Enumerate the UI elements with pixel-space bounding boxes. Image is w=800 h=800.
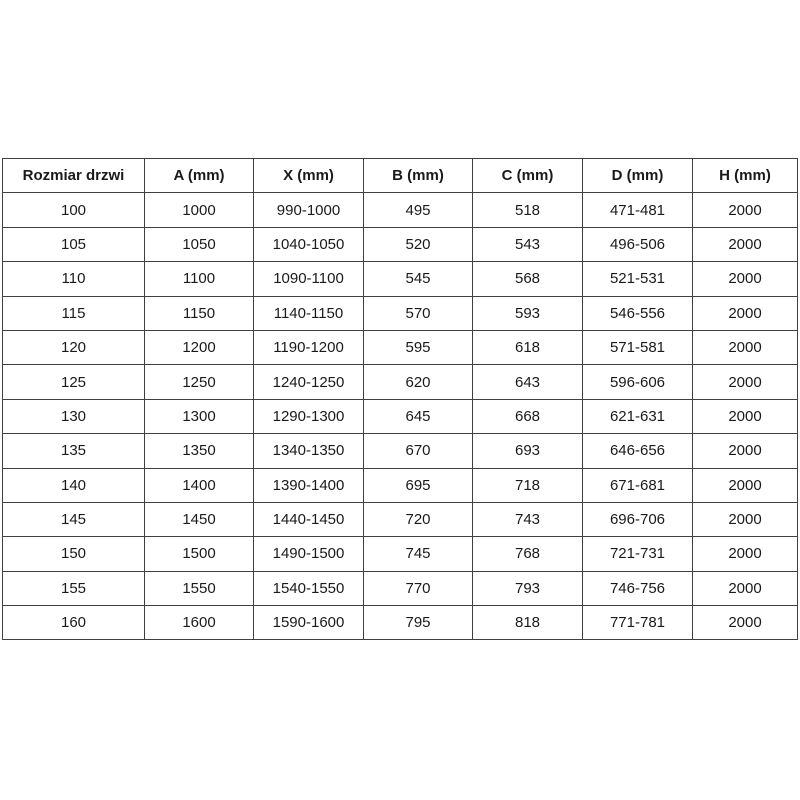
table-row [3,606,798,640]
header-cell: A (mm) [145,159,254,193]
table-cell: 471-481 [583,193,693,227]
table-row [3,537,798,571]
table-cell: 120 [3,330,145,364]
table-cell: 596-606 [583,365,693,399]
table-row [3,468,798,502]
table-cell: 2000 [693,399,798,433]
table-row [3,296,798,330]
table-cell: 818 [473,606,583,640]
table-cell: 1590-1600 [254,606,364,640]
table-cell: 2000 [693,262,798,296]
table-body [3,193,798,640]
table-cell: 150 [3,537,145,571]
table-cell: 568 [473,262,583,296]
table-cell: 1190-1200 [254,330,364,364]
table-cell: 718 [473,468,583,502]
table-cell: 1000 [145,193,254,227]
table-cell: 720 [364,502,473,536]
page [0,158,800,800]
table-cell: 1090-1100 [254,262,364,296]
table-cell: 495 [364,193,473,227]
header-cell: X (mm) [254,159,364,193]
table-cell: 2000 [693,502,798,536]
table-cell: 620 [364,365,473,399]
table-cell: 2000 [693,365,798,399]
table-cell: 1150 [145,296,254,330]
table-row [3,262,798,296]
table-cell: 618 [473,330,583,364]
table-cell: 135 [3,434,145,468]
table-cell: 621-631 [583,399,693,433]
table-cell: 1390-1400 [254,468,364,502]
header-cell: Rozmiar drzwi [3,159,145,193]
table-cell: 1040-1050 [254,227,364,261]
table-cell: 990-1000 [254,193,364,227]
table-cell: 1450 [145,502,254,536]
table-cell: 1200 [145,330,254,364]
table-cell: 795 [364,606,473,640]
table-cell: 1140-1150 [254,296,364,330]
table-cell: 521-531 [583,262,693,296]
table-cell: 743 [473,502,583,536]
table-cell: 110 [3,262,145,296]
table-cell: 646-656 [583,434,693,468]
table-cell: 771-781 [583,606,693,640]
table-cell: 520 [364,227,473,261]
table-cell: 1490-1500 [254,537,364,571]
header-row [3,159,798,193]
table-cell: 745 [364,537,473,571]
table-cell: 2000 [693,468,798,502]
table-cell: 2000 [693,193,798,227]
header-cell: B (mm) [364,159,473,193]
table-cell: 2000 [693,227,798,261]
table-cell: 496-506 [583,227,693,261]
table-cell: 595 [364,330,473,364]
table-cell: 793 [473,571,583,605]
table-cell: 770 [364,571,473,605]
table-cell: 1440-1450 [254,502,364,536]
table-cell: 696-706 [583,502,693,536]
door-size-spec-table [2,158,798,640]
table-cell: 155 [3,571,145,605]
table-cell: 130 [3,399,145,433]
table-cell: 645 [364,399,473,433]
table-cell: 570 [364,296,473,330]
table-cell: 571-581 [583,330,693,364]
table-cell: 1600 [145,606,254,640]
table-cell: 105 [3,227,145,261]
table-cell: 1540-1550 [254,571,364,605]
header-cell: D (mm) [583,159,693,193]
table-row [3,330,798,364]
header-cell: C (mm) [473,159,583,193]
table-cell: 160 [3,606,145,640]
table-cell: 1100 [145,262,254,296]
table-cell: 546-556 [583,296,693,330]
table-cell: 670 [364,434,473,468]
table-cell: 693 [473,434,583,468]
table-cell: 100 [3,193,145,227]
table-cell: 1240-1250 [254,365,364,399]
table-cell: 768 [473,537,583,571]
table-cell: 518 [473,193,583,227]
table-cell: 2000 [693,606,798,640]
table-cell: 543 [473,227,583,261]
table-cell: 746-756 [583,571,693,605]
table-cell: 643 [473,365,583,399]
header-cell: H (mm) [693,159,798,193]
table-row [3,193,798,227]
table-cell: 145 [3,502,145,536]
table-cell: 2000 [693,537,798,571]
table-cell: 2000 [693,296,798,330]
table-cell: 1400 [145,468,254,502]
table-cell: 125 [3,365,145,399]
table-row [3,434,798,468]
table-row [3,502,798,536]
table-cell: 1340-1350 [254,434,364,468]
table-cell: 1290-1300 [254,399,364,433]
table-cell: 1050 [145,227,254,261]
table-cell: 140 [3,468,145,502]
table-cell: 593 [473,296,583,330]
table-row [3,365,798,399]
table-cell: 695 [364,468,473,502]
table-cell: 2000 [693,330,798,364]
table-cell: 2000 [693,571,798,605]
table-row [3,399,798,433]
table-cell: 1250 [145,365,254,399]
table-header [3,159,798,193]
table-cell: 545 [364,262,473,296]
table-cell: 1500 [145,537,254,571]
table-cell: 668 [473,399,583,433]
table-cell: 671-681 [583,468,693,502]
table-cell: 1550 [145,571,254,605]
table-cell: 1300 [145,399,254,433]
table-row [3,571,798,605]
table-cell: 115 [3,296,145,330]
table-row [3,227,798,261]
table-cell: 2000 [693,434,798,468]
table-cell: 721-731 [583,537,693,571]
table-cell: 1350 [145,434,254,468]
